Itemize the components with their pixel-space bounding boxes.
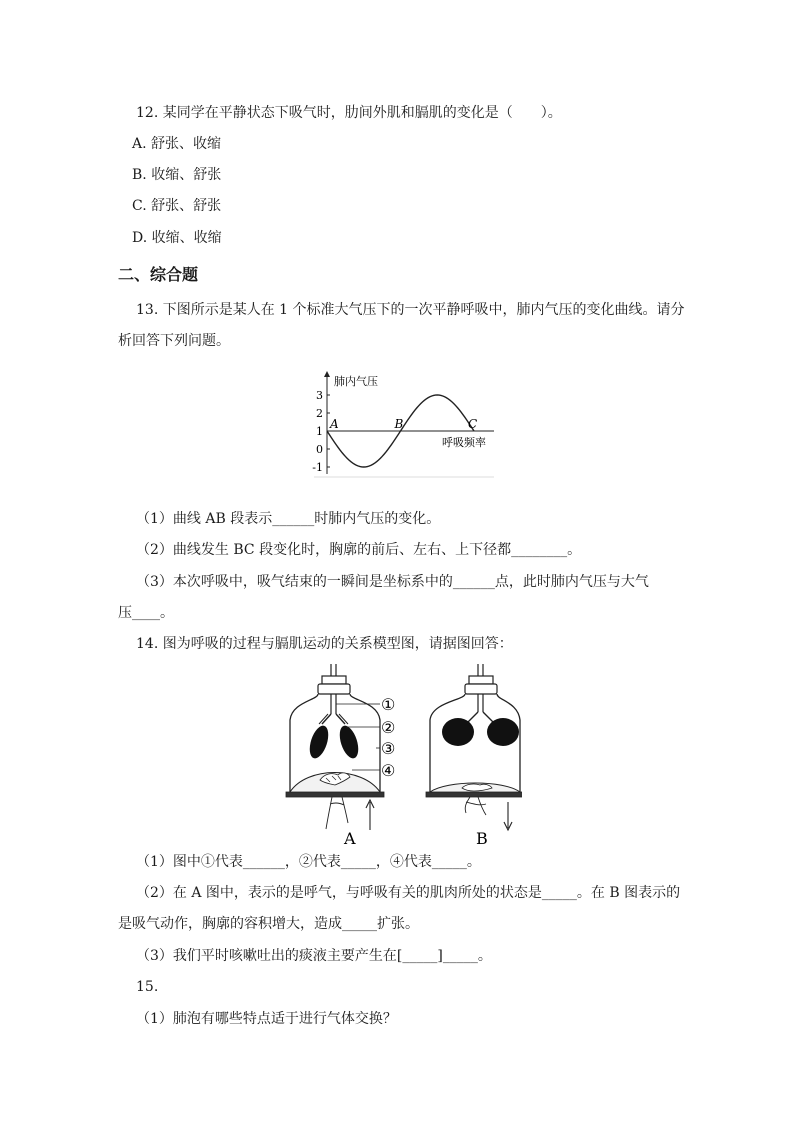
y-axis-label: 肺内气压 <box>334 375 378 388</box>
jar-a <box>286 664 384 830</box>
point-labels <box>329 417 477 431</box>
q12-option-a: A. 舒张、收缩 <box>132 136 222 152</box>
point-label-a: A <box>330 417 339 431</box>
caption-b: B <box>476 829 488 848</box>
q15-sub1: （1）肺泡有哪些特点适于进行气体交换？ <box>136 1011 397 1027</box>
lung-left-a <box>306 723 332 760</box>
q12-option-b: B. 收缩、舒张 <box>132 167 222 183</box>
y-tick-label: -1 <box>312 461 323 474</box>
y-tick-label: 1 <box>316 425 323 438</box>
lung-left-b <box>442 718 474 746</box>
q13-sub1: （1）曲线 AB 段表示______时肺内气压的变化。 <box>136 511 441 527</box>
q12-option-d: D. 收缩、收缩 <box>132 230 222 246</box>
q15-number: 15. <box>136 979 159 995</box>
point-label-b: B <box>394 417 404 431</box>
bell-jar-model-figure <box>282 662 522 848</box>
q14-sub2-line1: （2）在 A 图中，表示的是呼气，与呼吸有关的肌肉所处的状态是_____。在 B 图表示的 <box>136 885 681 901</box>
label-4: ④ <box>381 761 396 780</box>
x-axis-label: 呼吸频率 <box>442 436 486 449</box>
q13-stem-line1: 13. 下图所示是某人在 1 个标准大气压下的一次平静呼吸中，肺内气压的变化曲线。请分 <box>136 302 685 318</box>
q14-stem: 14. 图为呼吸的过程与膈肌运动的关系模型图，请据图回答： <box>136 636 513 652</box>
q12-stem: 12. 某同学在平静状态下吸气时，肋间外肌和膈肌的变化是（ ）。 <box>136 105 562 121</box>
lung-pressure-chart <box>304 370 500 482</box>
label-2: ② <box>381 718 396 737</box>
q13-stem-line2: 析回答下列问题。 <box>118 333 230 349</box>
point-label-c: C <box>468 417 478 431</box>
q12-option-c: C. 舒张、舒张 <box>132 198 222 214</box>
jar-b <box>426 664 522 830</box>
q13-sub2: （2）曲线发生 BC 段变化时，胸廓的前后、左右、上下径都________。 <box>136 542 582 558</box>
lung-right-a <box>336 723 362 760</box>
q14-sub2-line2: 是吸气动作，胸廓的容积增大，造成_____扩张。 <box>118 916 419 932</box>
y-tick-label: 0 <box>316 443 323 456</box>
caption-a: A <box>344 829 356 848</box>
section-title: 二、综合题 <box>118 265 199 284</box>
label-1: ① <box>381 695 396 714</box>
q14-sub3: （3）我们平时咳嗽吐出的痰液主要产生在[_____]_____。 <box>136 948 492 964</box>
label-3: ③ <box>381 739 396 758</box>
y-tick-label: 2 <box>316 407 323 420</box>
q13-sub3-line1: （3）本次呼吸中，吸气结束的一瞬间是坐标系中的______点，此时肺内气压与大气 <box>136 574 649 590</box>
y-tick-label: 3 <box>316 389 323 402</box>
q13-sub3-line2: 压____。 <box>118 605 174 621</box>
q14-sub1: （1）图中①代表______，②代表_____，④代表_____。 <box>136 854 481 870</box>
lung-right-b <box>487 718 519 746</box>
